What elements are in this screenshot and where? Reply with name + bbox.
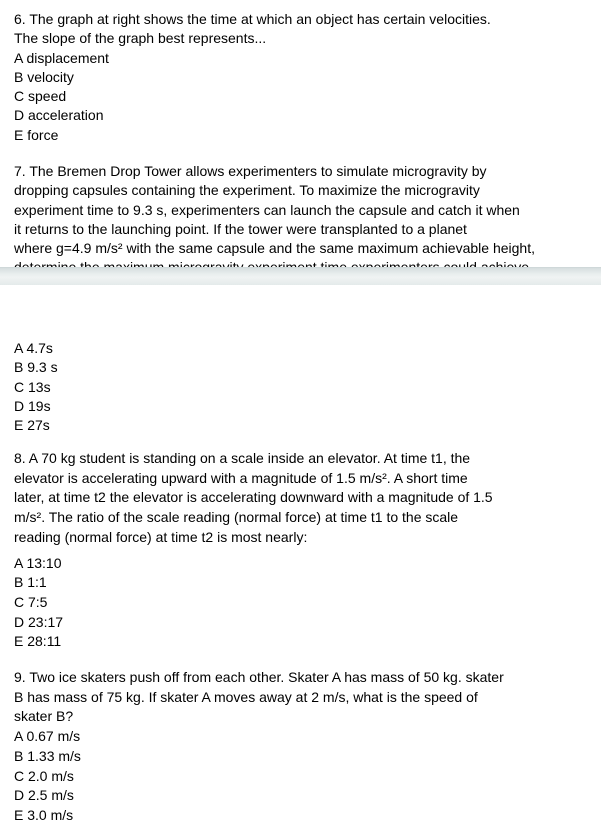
question-6-option-b: B velocity <box>14 68 74 85</box>
question-7-option-c: C 13s <box>14 378 51 395</box>
question-9-option-b: B 1.33 m/s <box>14 747 81 764</box>
question-7-text-line: experiment time to 9.3 s, experimenters can launch the capsule and catch it when <box>14 201 520 218</box>
question-9-option-c: C 2.0 m/s <box>14 767 74 784</box>
question-6-options <box>14 49 593 145</box>
question-9-options <box>14 727 593 826</box>
question-6-text-line: The slope of the graph best represents... <box>14 30 267 47</box>
question-9-option-d: D 2.5 m/s <box>14 787 74 804</box>
question-9 <box>14 668 593 826</box>
question-6 <box>14 10 593 145</box>
question-6-option-e: E force <box>14 126 59 143</box>
page-divider-band <box>0 267 601 285</box>
question-9-text-line: skater B? <box>14 708 74 725</box>
question-8-option-a: A 13:10 <box>14 554 62 571</box>
question-9-option-e: E 3.0 m/s <box>14 806 74 823</box>
question-7-text-line: dropping capsules containing the experiment. To maximize the microgravity <box>14 182 480 199</box>
question-7-option-d: D 19s <box>14 397 51 414</box>
question-9-option-a: A 0.67 m/s <box>14 728 81 745</box>
question-7-option-e: E 27s <box>14 417 50 434</box>
question-8-options <box>14 554 593 653</box>
question-7 <box>14 162 593 278</box>
question-9-text-line: 9. Two ice skaters push off from each other. Skater A has mass of 50 kg. skater <box>14 669 504 685</box>
question-7-option-a: A 4.7s <box>14 340 53 356</box>
question-8-text-line: 8. A 70 kg student is standing on a scale inside an elevator. At time t1, the <box>14 450 471 466</box>
question-8-option-e: E 28:11 <box>14 633 62 650</box>
question-8-text-line: m/s². The ratio of the scale reading (normal force) at time t1 to the scale <box>14 509 459 526</box>
question-8-option-c: C 7:5 <box>14 593 48 610</box>
question-8 <box>14 449 593 652</box>
question-9-text-line: B has mass of 75 kg. If skater A moves away at 2 m/s, what is the speed of <box>14 688 478 705</box>
question-7-text-line: it returns to the launching point. If the tower were transplanted to a planet <box>14 220 467 237</box>
question-8-option-d: D 23:17 <box>14 613 64 630</box>
question-6-text-line: 6. The graph at right shows the time at which an object has certain velocities. <box>14 11 491 27</box>
question-7-option-b: B 9.3 s <box>14 359 58 376</box>
question-8-text-line: elevator is accelerating upward with a magnitude of 1.5 m/s². A short time <box>14 469 468 486</box>
question-8-option-b: B 1:1 <box>14 574 47 591</box>
question-7-text-line: where g=4.9 m/s² with the same capsule and the same maximum achievable height, <box>14 240 535 257</box>
question-7-text-line: 7. The Bremen Drop Tower allows experimenters to simulate microgravity by <box>14 163 487 179</box>
question-8-text-line: later, at time t2 the elevator is accelerating downward with a magnitude of 1.5 <box>14 489 493 506</box>
question-6-option-a: A displacement <box>14 49 109 66</box>
question-8-text-line: reading (normal force) at time t2 is most nearly: <box>14 528 308 545</box>
question-6-option-d: D acceleration <box>14 107 104 124</box>
question-7-options <box>14 339 593 435</box>
question-6-option-c: C speed <box>14 88 67 105</box>
